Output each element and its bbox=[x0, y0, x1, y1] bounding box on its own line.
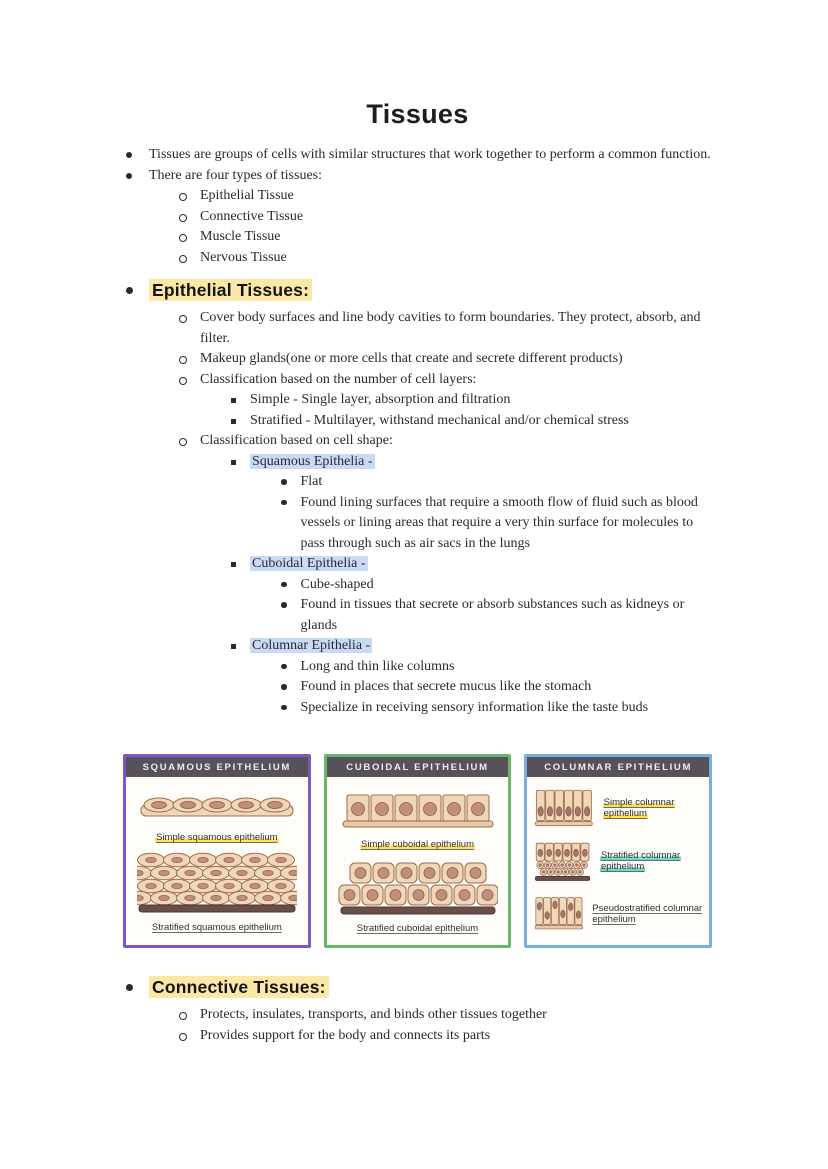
bullet-icon bbox=[281, 705, 287, 711]
highlighted-heading-text: Connective Tissues: bbox=[149, 976, 329, 998]
highlighted-heading-text: Epithelial Tissues: bbox=[149, 279, 312, 301]
list-item bbox=[123, 575, 712, 596]
list-item bbox=[123, 390, 712, 411]
bullet-icon bbox=[126, 173, 132, 179]
hollow-bullet-icon bbox=[179, 315, 187, 323]
bullet-icon bbox=[281, 664, 287, 670]
page-title: Tissues bbox=[366, 99, 469, 129]
bullet-icon bbox=[281, 500, 287, 506]
hollow-bullet-icon bbox=[179, 234, 187, 242]
shape-detail: Specialize in receiving sensory information like the taste buds bbox=[300, 699, 649, 715]
square-bullet-icon bbox=[231, 419, 236, 424]
list-item bbox=[123, 308, 712, 349]
figure-caption bbox=[360, 839, 475, 850]
intro-text-1: Tissues are groups of cells with similar structures that work together to perform a common function. bbox=[149, 147, 711, 162]
bullet-icon bbox=[281, 479, 287, 485]
list-item bbox=[123, 1026, 712, 1047]
figure-subrow bbox=[533, 889, 703, 939]
square-bullet-icon bbox=[231, 398, 236, 403]
stratified-cuboidal-illustration bbox=[338, 858, 498, 916]
epithelial-point: Cover body surfaces and line body cavities to form boundaries. They protect, absorb, and filter. bbox=[200, 310, 701, 346]
figure-caption bbox=[357, 923, 478, 934]
simple-cuboidal-illustration bbox=[338, 788, 498, 832]
hollow-bullet-icon bbox=[179, 1033, 187, 1041]
list-item bbox=[123, 493, 712, 555]
hollow-bullet-icon bbox=[179, 214, 187, 222]
section-heading-row bbox=[123, 277, 712, 304]
list-item bbox=[123, 186, 712, 207]
figure-title: CUBOIDAL EPITHELIUM bbox=[327, 757, 509, 777]
figure-caption bbox=[155, 832, 278, 843]
figure-caption bbox=[603, 797, 703, 820]
square-bullet-icon bbox=[231, 644, 236, 649]
caption-text: Pseudostratified columnar epithelium bbox=[592, 902, 703, 925]
tissue-type: Connective Tissue bbox=[200, 208, 304, 224]
figure-caption bbox=[592, 903, 703, 926]
hollow-bullet-icon bbox=[179, 255, 187, 263]
bullet-icon bbox=[281, 684, 287, 690]
caption-text: Simple columnar epithelium bbox=[603, 796, 675, 819]
shape-term-row bbox=[250, 554, 712, 575]
shape-detail: Cube-shaped bbox=[300, 576, 374, 592]
highlighted-term: Squamous Epithelia - bbox=[252, 453, 373, 469]
simple-squamous-illustration bbox=[137, 789, 297, 823]
shape-detail: Flat bbox=[300, 474, 323, 489]
list-item bbox=[123, 452, 712, 473]
section-heading-row bbox=[123, 974, 712, 1001]
bullet-icon bbox=[126, 287, 133, 294]
connective-point: Protects, insulates, transports, and binds other tissues together bbox=[200, 1007, 547, 1022]
list-item bbox=[123, 370, 712, 391]
highlighted-term: Cuboidal Epithelia - bbox=[252, 556, 366, 571]
highlighted-term: Columnar Epithelia - bbox=[252, 638, 371, 653]
hollow-bullet-icon bbox=[179, 438, 187, 446]
shape-term-row bbox=[250, 452, 712, 473]
figure-body bbox=[527, 777, 709, 945]
list-item bbox=[123, 595, 712, 636]
figure-columnar-epithelium bbox=[524, 754, 712, 948]
figure-cuboidal-epithelium bbox=[324, 754, 512, 948]
list-item bbox=[123, 677, 712, 698]
list-item bbox=[123, 472, 712, 493]
pseudostratified-columnar-illustration bbox=[533, 889, 587, 939]
tissue-type: Nervous Tissue bbox=[200, 249, 287, 265]
list-item bbox=[123, 207, 712, 228]
caption-text: Stratified squamous epithelium bbox=[151, 922, 282, 934]
shape-term-row bbox=[250, 636, 712, 657]
figure-caption bbox=[600, 850, 703, 873]
list-item bbox=[123, 349, 712, 370]
list-item bbox=[123, 411, 712, 432]
figure-subrow bbox=[533, 783, 703, 833]
bullet-icon bbox=[281, 582, 287, 588]
list-item bbox=[123, 1005, 712, 1026]
stratified-columnar-illustration bbox=[533, 836, 595, 886]
shape-detail: Found in places that secrete mucus like the stomach bbox=[300, 679, 592, 694]
hollow-bullet-icon bbox=[179, 193, 187, 201]
list-item bbox=[123, 166, 712, 187]
list-item bbox=[123, 636, 712, 657]
bullet-icon bbox=[126, 152, 132, 158]
tissue-type: Muscle Tissue bbox=[200, 229, 281, 244]
list-item bbox=[123, 431, 712, 452]
figure-squamous-epithelium bbox=[123, 754, 311, 948]
figure-title: SQUAMOUS EPITHELIUM bbox=[126, 757, 308, 777]
caption-text: Stratified columnar epithelium bbox=[600, 849, 681, 872]
figure-caption bbox=[152, 922, 282, 933]
figure-row bbox=[123, 754, 712, 948]
caption-text: Simple squamous epithelium bbox=[156, 831, 278, 843]
epithelial-point: Makeup glands(one or more cells that create and secrete different products) bbox=[200, 351, 623, 366]
connective-point: Provides support for the body and connects its parts bbox=[200, 1027, 491, 1043]
hollow-bullet-icon bbox=[179, 377, 187, 385]
shape-detail: Long and thin like columns bbox=[300, 658, 455, 674]
list-item bbox=[123, 145, 712, 166]
hollow-bullet-icon bbox=[179, 1012, 187, 1020]
figure-subrow bbox=[533, 836, 703, 886]
list-item bbox=[123, 227, 712, 248]
figure-body bbox=[126, 777, 308, 945]
square-bullet-icon bbox=[231, 562, 236, 567]
epithelial-point: Classification based on the number of cell layers: bbox=[200, 371, 477, 387]
connective-heading bbox=[149, 974, 712, 1001]
caption-text: Simple cuboidal epithelium bbox=[361, 839, 475, 851]
list-item bbox=[123, 248, 712, 269]
list-item bbox=[123, 657, 712, 678]
shape-detail: Found lining surfaces that require a smooth flow of fluid such as blood vessels or lining areas that require a very thin surface for molecules to pass through such as air sacs in the lungs bbox=[300, 494, 698, 551]
tissue-type: Epithelial Tissue bbox=[200, 188, 294, 203]
bullet-icon bbox=[126, 984, 133, 991]
shape-detail: Found in tissues that secrete or absorb substances such as kidneys or glands bbox=[300, 597, 685, 633]
list-item bbox=[123, 698, 712, 719]
square-bullet-icon bbox=[231, 460, 236, 465]
hollow-bullet-icon bbox=[179, 356, 187, 364]
figure-body bbox=[327, 777, 509, 945]
epithelial-heading bbox=[149, 277, 712, 304]
epithelial-point: Classification based on cell shape: bbox=[200, 433, 393, 448]
simple-columnar-illustration bbox=[533, 783, 597, 833]
intro-text-2: There are four types of tissues: bbox=[149, 167, 322, 183]
list-item bbox=[123, 554, 712, 575]
layer-type: Stratified - Multilayer, withstand mechanical and/or chemical stress bbox=[250, 412, 629, 428]
stratified-squamous-illustration bbox=[137, 851, 297, 913]
bullet-icon bbox=[281, 602, 287, 608]
figure-title: COLUMNAR EPITHELIUM bbox=[527, 757, 709, 777]
caption-text: Stratified cuboidal epithelium bbox=[356, 923, 479, 935]
layer-type: Simple - Single layer, absorption and filtration bbox=[250, 392, 511, 407]
